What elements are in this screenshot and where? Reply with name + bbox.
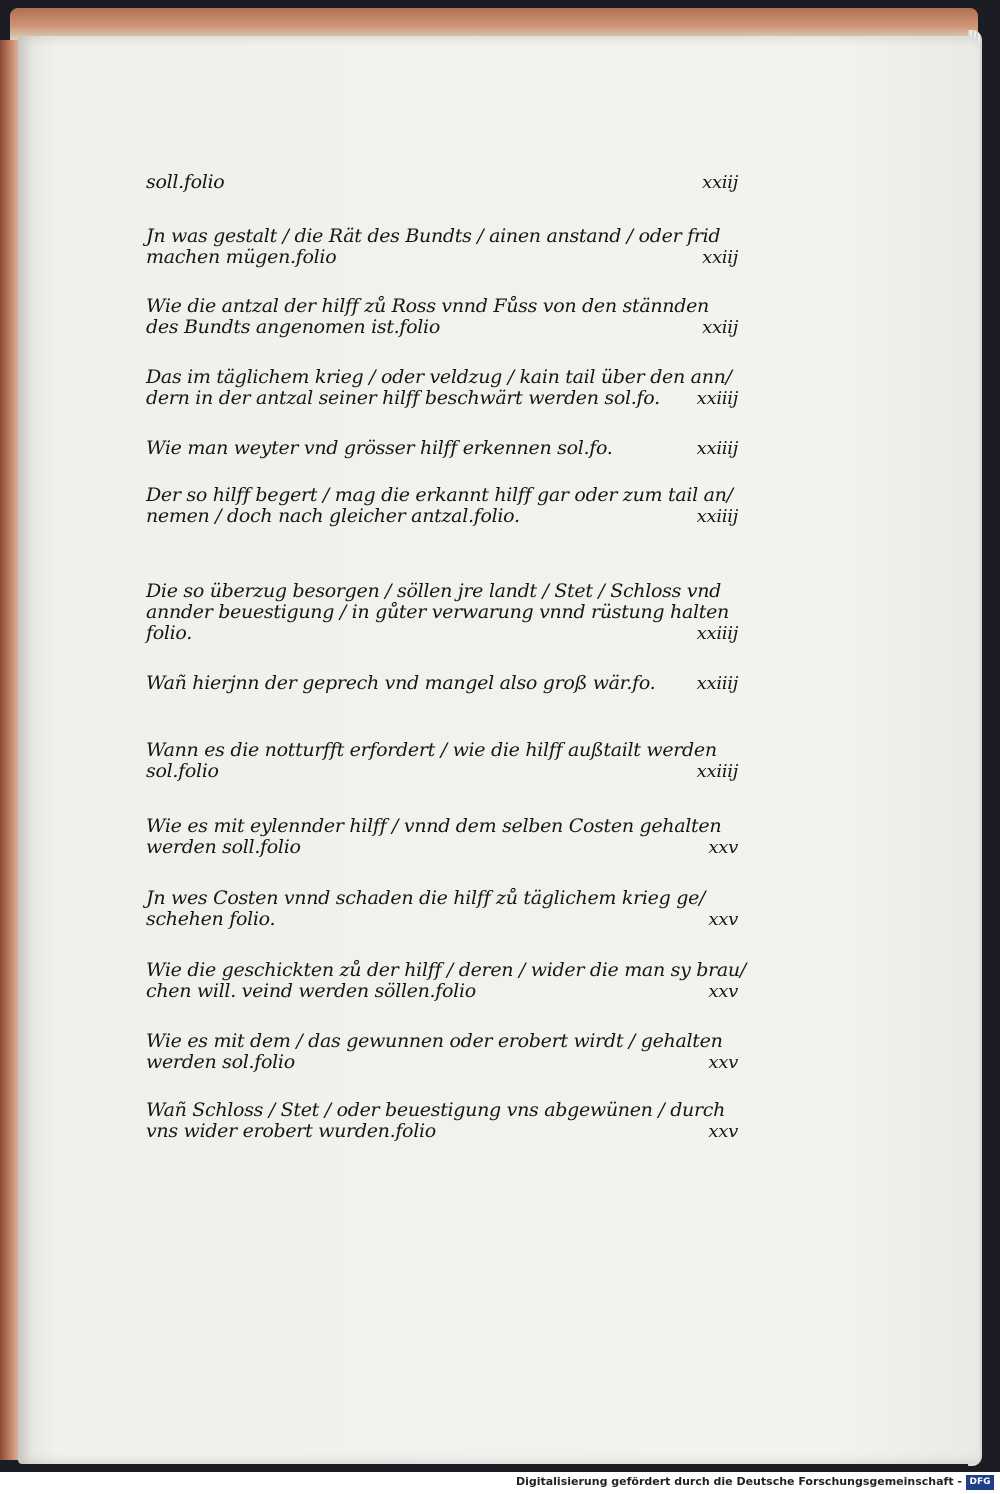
folio-number: xxv	[708, 909, 738, 930]
funding-notice: Digitalisierung gefördert durch die Deutsche Forschungsgemeinschaft -	[515, 1475, 962, 1488]
entry-line: werden soll.folio	[146, 836, 301, 858]
toc-entry	[146, 485, 758, 527]
folio-number: xxv	[708, 1121, 738, 1142]
entry-line: vns wider erobert wurden.folio	[146, 1120, 436, 1142]
toc-entry	[146, 888, 758, 930]
entry-line: annder beuestigung / in gůter verwarung vnnd rüstung halten	[146, 601, 729, 623]
entry-line: werden sol.folio	[146, 1051, 295, 1073]
entry-line: Jn was gestalt / die Rät des Bundts / ainen anstand / oder frid	[146, 225, 721, 247]
entry-line: Wann es die notturfft erfordert / wie die hilff außtailt werden	[146, 739, 717, 761]
folio-number: xxiij	[702, 247, 738, 268]
folio-number: xxv	[708, 837, 738, 858]
toc-entry	[146, 367, 758, 409]
entry-line: Jn wes Costen vnnd schaden die hilff zů täglichem krieg ge/	[146, 887, 706, 909]
toc-entry	[146, 1031, 758, 1073]
toc-entry	[146, 296, 758, 338]
entry-line: Wie man weyter vnd grösser hilff erkennen sol.fo.	[146, 437, 613, 459]
folio-number: xxiiij	[696, 438, 738, 459]
entry-line: Das im täglichem krieg / oder veldzug / kain tail über den ann/	[146, 366, 732, 388]
entry-line: Wañ Schloss / Stet / oder beuestigung vns abgewünen / durch	[146, 1099, 726, 1121]
folio-number: xxiij	[702, 317, 738, 338]
entry-line: sol.folio	[146, 760, 219, 782]
toc-entry	[146, 581, 758, 644]
entry-line: soll.folio	[146, 171, 225, 193]
entry-line: Wie die geschickten zů der hilff / deren / wider die man sy brau/	[146, 959, 746, 981]
entry-line: folio.	[146, 622, 192, 644]
folio-number: xxiiij	[696, 673, 738, 694]
folio-number: xxiiij	[696, 761, 738, 782]
folio-number: xxiiij	[696, 388, 738, 409]
entry-line: dern in der antzal seiner hilff beschwärt werden sol.fo.	[146, 387, 660, 409]
toc-entry	[146, 673, 758, 694]
dfg-logo-icon: DFG	[966, 1475, 994, 1490]
entry-line: Wie es mit eylennder hilff / vnnd dem selben Costen gehalten	[146, 815, 722, 837]
folio-number: xxiiij	[696, 506, 738, 527]
toc-entry	[146, 740, 758, 782]
entry-line: Die so überzug besorgen / söllen jre landt / Stet / Schloss vnd	[146, 580, 722, 602]
digitization-footer	[0, 1472, 1000, 1494]
entry-line: Wie die antzal der hilff zů Ross vnnd Fůss von den stännden	[146, 295, 709, 317]
entry-line: des Bundts angenomen ist.folio	[146, 316, 440, 338]
entry-line: Der so hilff begert / mag die erkannt hilff gar oder zum tail an/	[146, 484, 733, 506]
toc-entry	[146, 172, 758, 193]
folio-number: xxv	[708, 1052, 738, 1073]
entry-line: chen will. veind werden söllen.folio	[146, 980, 476, 1002]
entry-line: Wañ hierjnn der geprech vnd mangel also groß wär.fo.	[146, 672, 656, 694]
toc-entry	[146, 438, 758, 459]
entry-line: machen mügen.folio	[146, 246, 337, 268]
entry-line: Wie es mit dem / das gewunnen oder erobert wirdt / gehalten	[146, 1030, 723, 1052]
folio-number: xxiiij	[696, 623, 738, 644]
entry-line: nemen / doch nach gleicher antzal.folio.	[146, 505, 520, 527]
toc-entry	[146, 1100, 758, 1142]
entry-line: schehen folio.	[146, 908, 276, 930]
toc-entry	[146, 960, 758, 1002]
folio-number: xxiij	[702, 172, 738, 193]
toc-entry	[146, 226, 758, 268]
folio-number: xxv	[708, 981, 738, 1002]
toc-entry	[146, 816, 758, 858]
